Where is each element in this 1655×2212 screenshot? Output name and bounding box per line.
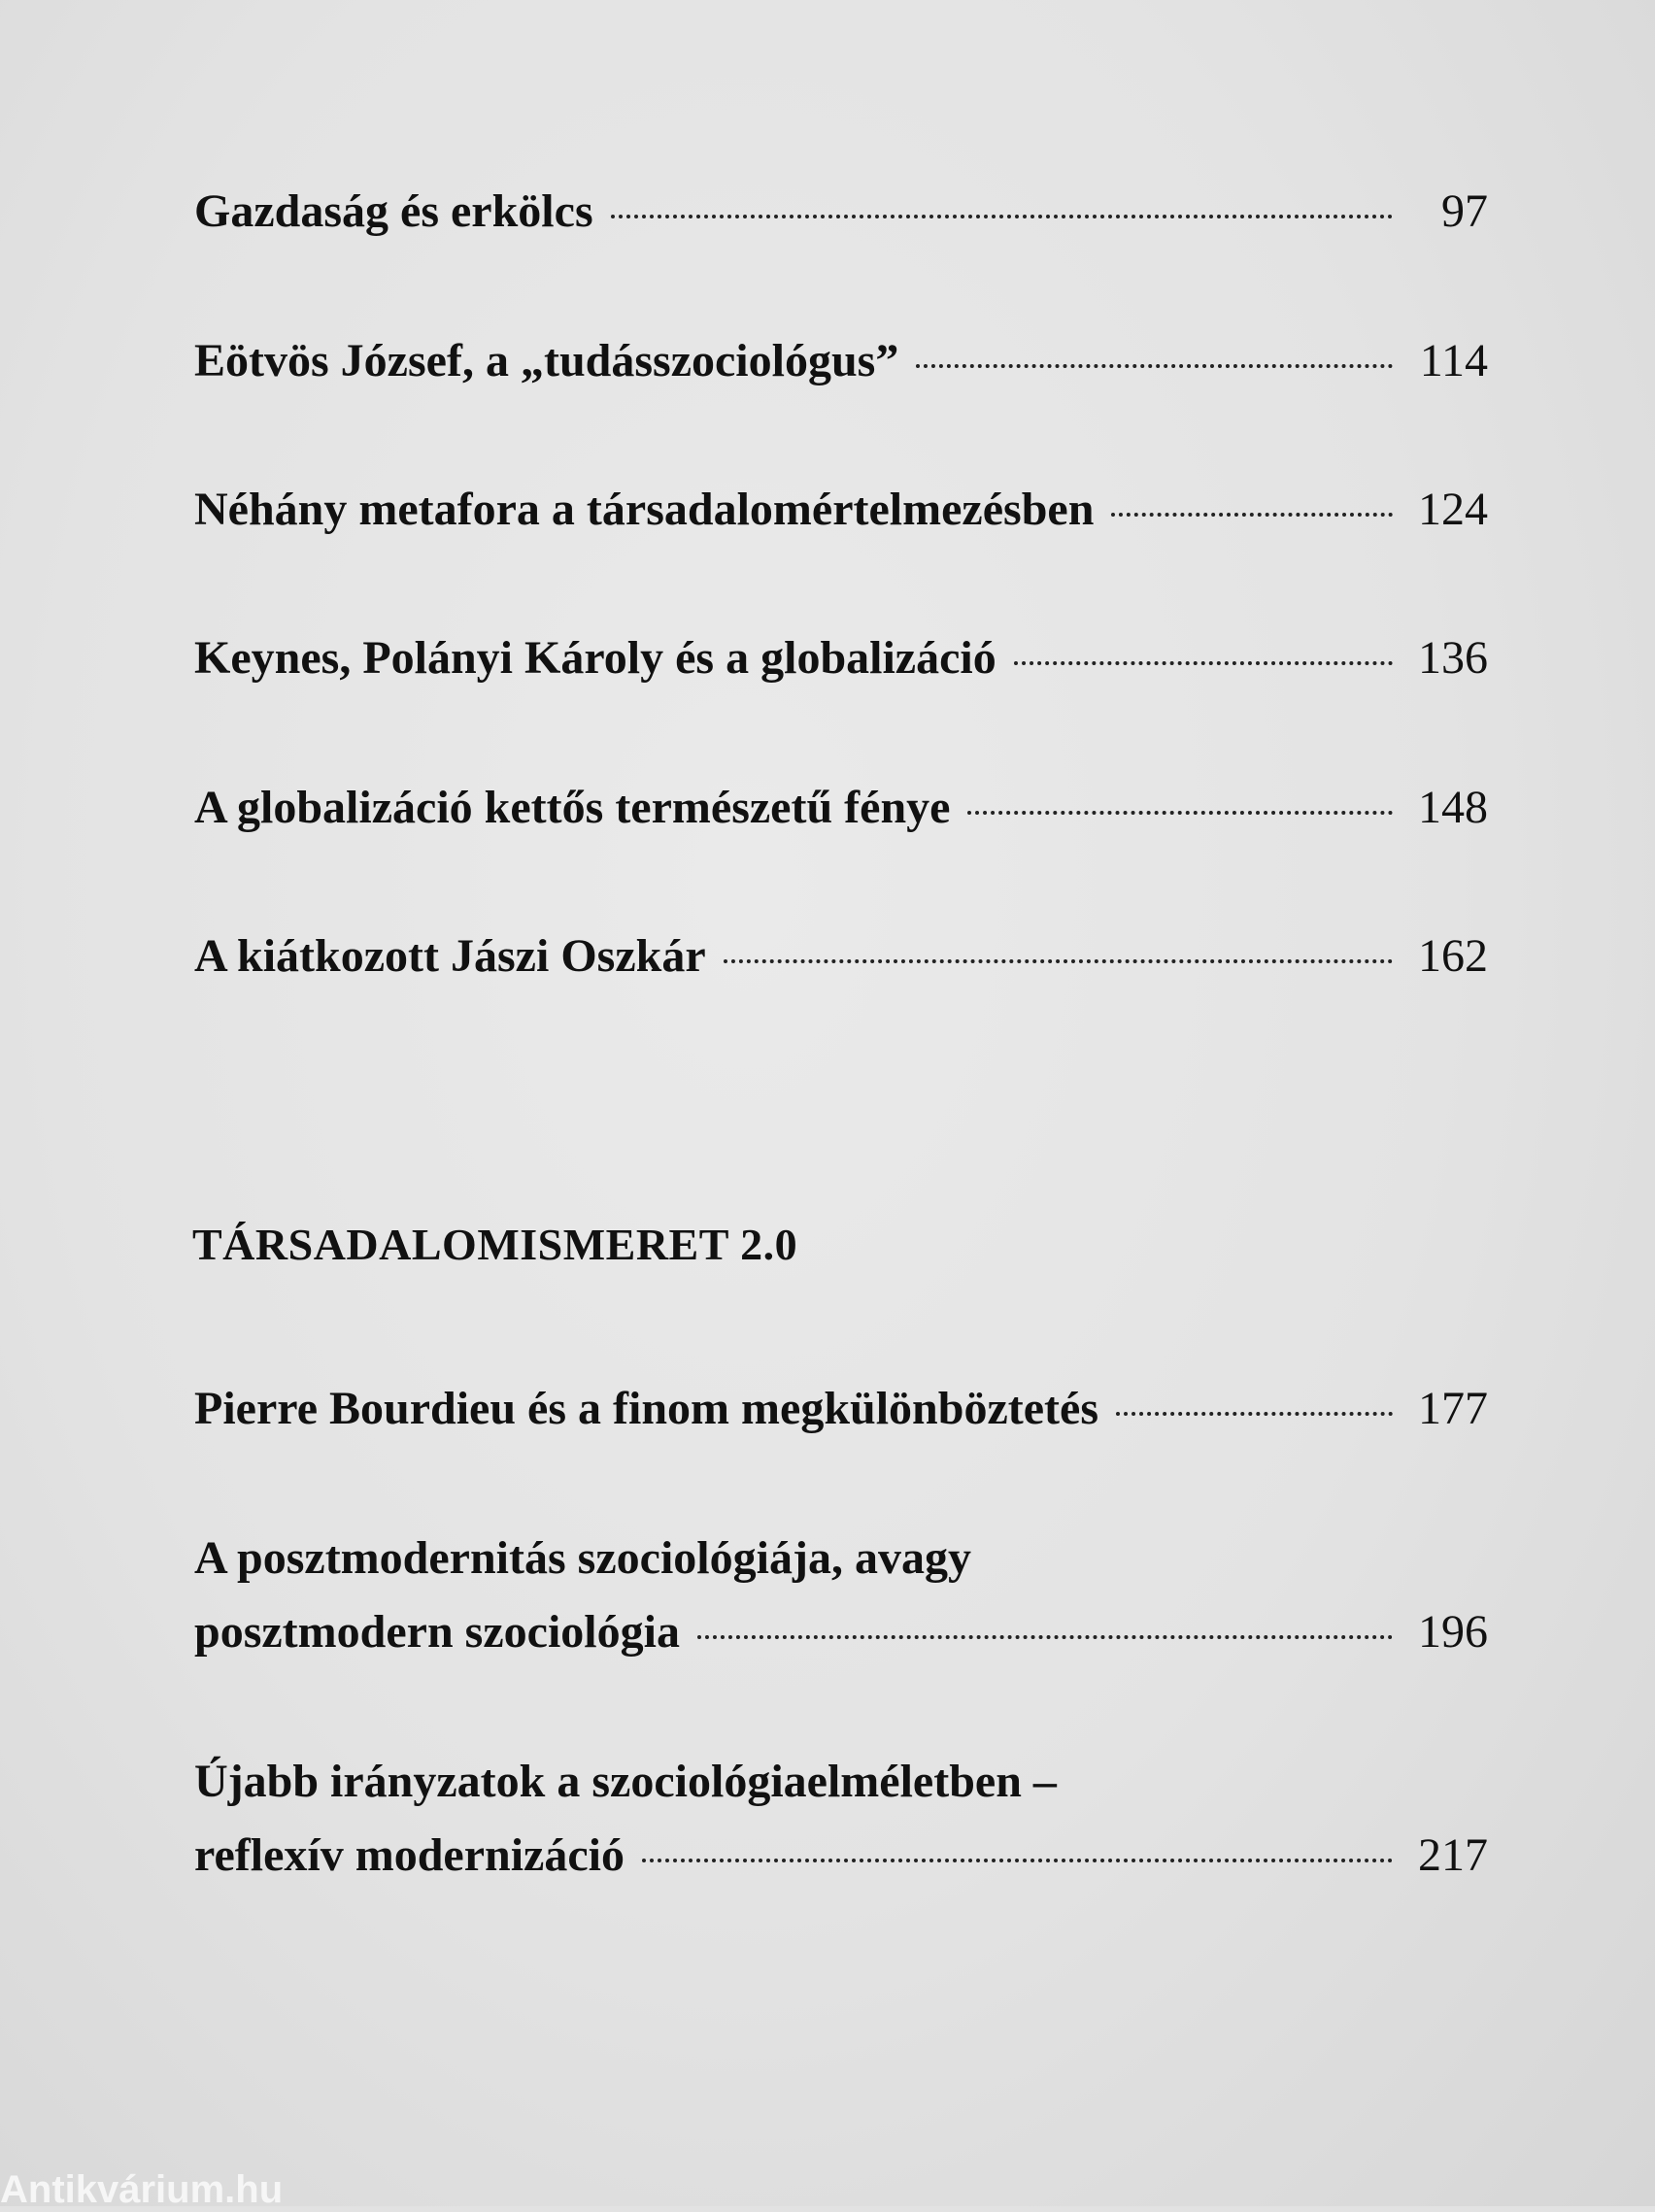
toc-entry-title: A globalizáció kettős természetű fénye	[194, 782, 951, 833]
dot-leader	[611, 215, 1393, 218]
toc-entry-jaszi	[194, 920, 1488, 993]
dot-leader	[967, 811, 1393, 815]
toc-entry-posztmodern	[194, 1522, 1488, 1669]
dot-leader	[1116, 1412, 1393, 1416]
toc-entry-page: 124	[1418, 484, 1488, 535]
toc-entry-page: 177	[1418, 1383, 1488, 1434]
toc-entry-title-line1: A posztmodernitás szociológiája, avagy	[194, 1532, 971, 1584]
toc-entry-title: Gazdaság és erkölcs	[194, 185, 593, 237]
toc-entry-title-line1: Újabb irányzatok a szociológiaelméletben –	[194, 1756, 1057, 1807]
toc-entry-title-line2: reflexív modernizáció	[194, 1829, 625, 1881]
toc-entry-page: 114	[1419, 335, 1488, 386]
toc-entry-page: 217	[1418, 1829, 1488, 1881]
dot-leader	[1014, 661, 1393, 665]
toc-entry-metafora	[194, 473, 1488, 547]
toc-entry-page: 196	[1418, 1606, 1488, 1658]
toc-entry-globalizacio	[194, 771, 1488, 845]
toc-entry-gazdasag	[194, 175, 1488, 249]
toc-entry-title-line2: posztmodern szociológia	[194, 1606, 680, 1658]
dot-leader	[724, 959, 1393, 963]
toc-entry-bourdieu	[194, 1372, 1488, 1446]
toc-entry-title: Néhány metafora a társadalomértelmezésben	[194, 484, 1095, 535]
toc-entry-page: 97	[1441, 185, 1488, 237]
toc-entry-page: 148	[1418, 782, 1488, 833]
dot-leader	[697, 1635, 1393, 1639]
toc-entry-title: Keynes, Polányi Károly és a globalizáció	[194, 632, 996, 684]
dot-leader	[642, 1859, 1393, 1862]
dot-leader	[916, 364, 1393, 368]
toc-entry-title: Eötvös József, a „tudásszociológus”	[194, 335, 899, 386]
watermark: Antikvárium.hu	[0, 2168, 284, 2211]
toc-entry-keynes	[194, 621, 1488, 695]
dot-leader	[1111, 513, 1393, 517]
toc-entry-page: 136	[1418, 632, 1488, 684]
toc-entry-eotvos	[194, 324, 1488, 398]
toc-entry-page: 162	[1418, 930, 1488, 982]
toc-entry-title: Pierre Bourdieu és a finom megkülönböztetés	[194, 1383, 1099, 1434]
toc-entry-title: A kiátkozott Jászi Oszkár	[194, 930, 706, 982]
toc-entry-reflexiv	[194, 1745, 1488, 1893]
section-heading: TÁRSADALOMISMERET 2.0	[192, 1220, 798, 1269]
